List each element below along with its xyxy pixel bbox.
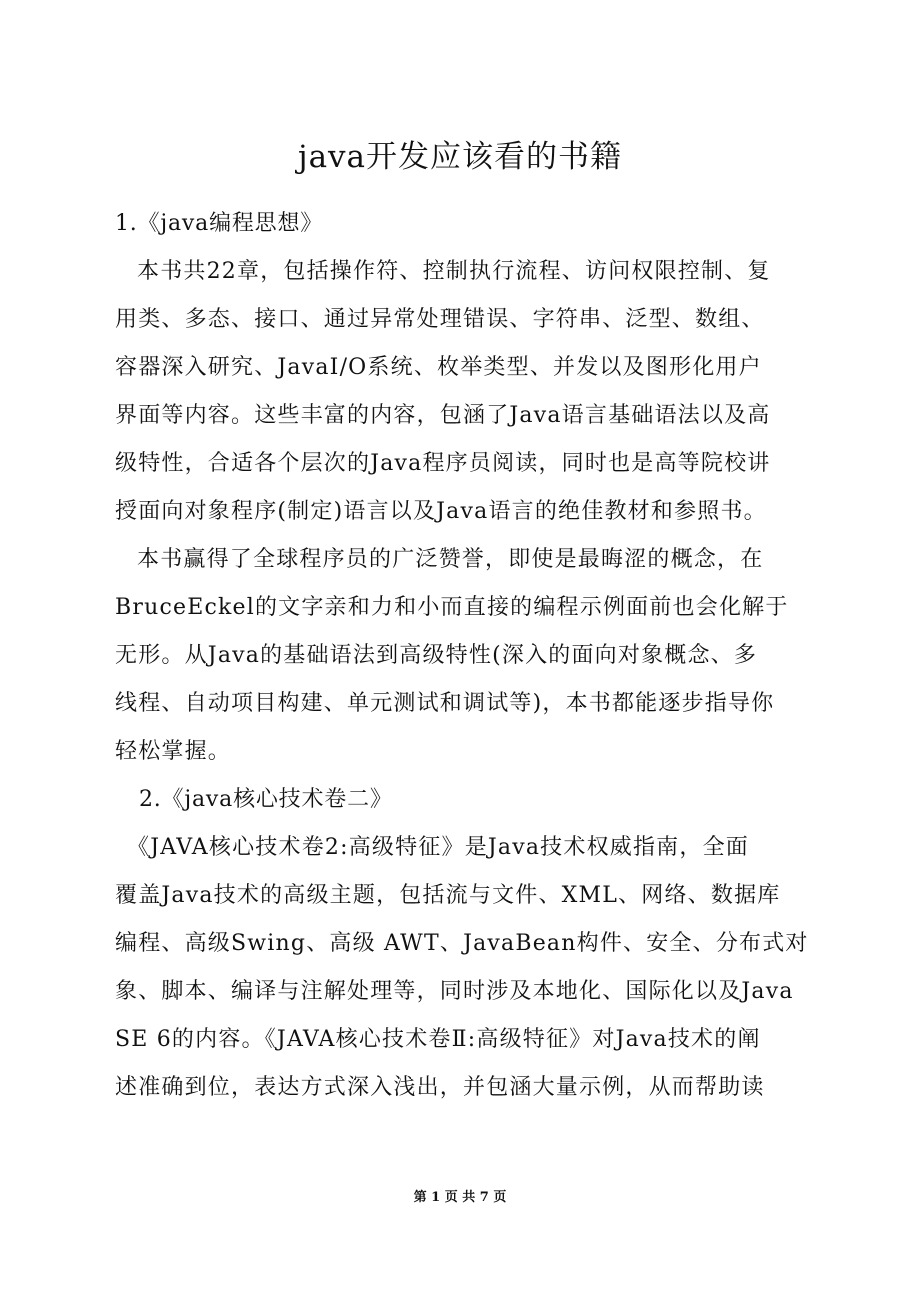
paragraph-line: 《JAVA核心技术卷2:高级特征》是Java技术权威指南，全面 xyxy=(127,835,749,860)
paragraph-line: 无形。从Java的基础语法到高级特性(深入的面向对象概念、多 xyxy=(115,643,758,668)
paragraph-line: SE 6的内容。《JAVA核心技术卷Ⅱ:高级特征》对Java技术的阐 xyxy=(115,1027,761,1052)
paragraph-line: 用类、多态、接口、通过异常处理错误、字符串、泛型、数组、 xyxy=(115,307,765,332)
section-heading-2: 2.《java核心技术卷二》 xyxy=(139,787,393,812)
paragraph-line: BruceEckel的文字亲和力和小而直接的编程示例面前也会化解于 xyxy=(115,595,789,620)
paragraph-line: 容器深入研究、JavaI/O系统、枚举类型、并发以及图形化用户 xyxy=(115,355,762,380)
document-body xyxy=(115,200,815,1112)
paragraph-line: 象、脚本、编译与注解处理等，同时涉及本地化、国际化以及Java xyxy=(115,979,794,1004)
paragraph-line: 授面向对象程序(制定)语言以及Java语言的绝佳教材和参照书。 xyxy=(115,499,767,524)
paragraph-line: 编程、高级Swing、高级 AWT、JavaBean构件、安全、分布式对 xyxy=(115,931,809,956)
page-footer: 第 1 页 共 7 页 xyxy=(413,1190,507,1205)
document-title: java开发应该看的书籍 xyxy=(297,139,623,175)
paragraph-line: 界面等内容。这些丰富的内容，包涵了Java语言基础语法以及高 xyxy=(115,403,771,428)
paragraph-line: 线程、自动项目构建、单元测试和调试等)，本书都能逐步指导你 xyxy=(115,691,775,716)
section-heading-1: 1.《java编程思想》 xyxy=(115,211,324,236)
paragraph-line: 轻松掌握。 xyxy=(115,739,232,764)
paragraph-line: 级特性，合适各个层次的Java程序员阅读，同时也是高等院校讲 xyxy=(115,451,771,476)
paragraph-line: 本书共22章，包括操作符、控制执行流程、访问权限控制、复 xyxy=(137,259,771,284)
paragraph-line: 述准确到位，表达方式深入浅出，并包涵大量示例，从而帮助读 xyxy=(115,1075,765,1100)
paragraph-line: 本书赢得了全球程序员的广泛赞誉，即使是最晦涩的概念，在 xyxy=(137,547,764,572)
paragraph-line: 覆盖Java技术的高级主题，包括流与文件、XML、网络、数据库 xyxy=(115,883,781,908)
